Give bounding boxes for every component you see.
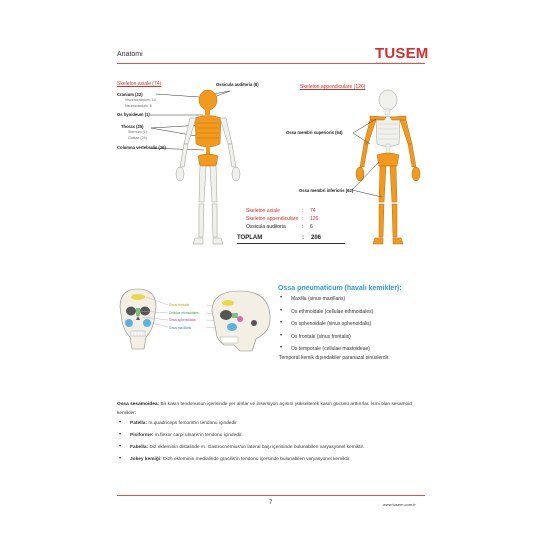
skeleton-appendiculare-heading: Skeleton appendiculare (126) (300, 84, 366, 90)
sinus-sphenoidalis-label: Sinus sphenoidalis (169, 318, 196, 322)
neurocranium-label: Neurocranium: 8 (125, 104, 152, 108)
stats-value: 74 (310, 208, 316, 214)
temporal-note: Temporal kemik dışındakiler paranazal sinüslerdir. (279, 355, 390, 361)
skull-lateral-view (212, 291, 270, 351)
item-term: Fabella: (130, 445, 149, 450)
viscerocranium-label: Viscerocranium: 14 (125, 98, 156, 102)
ossa-pneumatica-title: Ossa pneumaticum (havalı kemikler): (278, 285, 402, 292)
skull-sinus-illustration (116, 287, 276, 359)
stats-label: Skeleton axiale (246, 208, 280, 214)
list-item: • Maxilla (sinus maxillaris) (280, 296, 373, 309)
columna-label: Columna vertebralis (26) (117, 145, 166, 150)
appendicular-skeleton-figure (352, 90, 420, 244)
stats-label: Ossicula auditoria (246, 224, 286, 230)
page-number: 7 (269, 500, 273, 506)
list-item (117, 457, 364, 469)
list-item: • Os sphenoidale (sinus sphenoidalis) (280, 321, 373, 334)
stats-value: 6 (310, 224, 313, 230)
total-colon: : (302, 235, 304, 241)
cellulae-ethmoidales-label: Cellulae ethmoidales (169, 311, 199, 315)
sesamoidea-term: Ossa sesamoidea: (117, 402, 160, 407)
membri-superioris-label: Ossa membri superioris (64) (286, 130, 343, 135)
stats-value: 126 (310, 216, 319, 222)
sternum-label: Sternum (1) (128, 130, 147, 134)
item-text: Diz ekleminin distalinde m. Gastrocnemius'un lateral başı içerisinde bulunabilen varyasyonel kemiktir. (148, 445, 365, 450)
list-item: • Os ethmoidale (cellulae ethmoidales) (280, 309, 373, 322)
footer-divider (117, 495, 425, 496)
total-divider (237, 243, 345, 244)
item-text: m.flexor carpi ulnaris'in tendonu içindedir. (153, 433, 243, 438)
cranium-label: Cranium (22) (117, 92, 143, 97)
stats-colon: : (302, 208, 304, 214)
header-divider (117, 63, 425, 64)
footer-website: www.tusem.com.tr (383, 502, 416, 507)
bone-count-table (246, 208, 336, 232)
sesamoidea-intro (117, 401, 429, 418)
skull-front-view (120, 289, 156, 349)
stats-colon: : (302, 224, 304, 230)
sesamoidea-definition: Bir kasın tendonunun içerisinde yer alırlar ve insersiyon açısını yükselterek kasın gücünü arttırırlar. İsmi olan sesamoid kemikler: (117, 402, 412, 416)
sinus-maxillaris-label: Sinus maxillaris (169, 326, 192, 330)
list-item (117, 421, 364, 433)
stats-row-ossicula (246, 224, 336, 232)
ossicula-label: Ossicula auditoria (6) (216, 82, 259, 87)
total-value: 206 (311, 235, 322, 241)
membri-inferioris-label: Ossa membri inferioris (62) (299, 188, 354, 193)
os-hyoideum-label: Os hyoideum (1) (117, 112, 150, 117)
stats-label: Skeleton appendiculare (246, 216, 299, 222)
item-term: Pisiforme: (130, 433, 154, 438)
axial-skeleton-figure (176, 90, 240, 244)
skeleton-axiale-heading: Skeleton axiale (74) (117, 81, 162, 87)
ossa-pneumatica-list (280, 296, 373, 359)
list-item: • Os temporale (cellulae mastoideae) (280, 346, 373, 359)
list-item: • Os frontale (sinus frontalis) (280, 334, 373, 347)
item-text: m.quadriceps femoris'in tendonu içindedir (147, 421, 237, 426)
costae-label: Costae (24) (128, 136, 147, 140)
item-term: Jokey kemiği: (130, 457, 162, 462)
list-item (117, 433, 364, 445)
sesamoid-list (117, 421, 364, 469)
sinus-frontalis-label: Sinus frontalis (169, 303, 190, 307)
chapter-title: Anatomi (117, 51, 143, 58)
item-text: Dizh ekleminin medialinde gracilis'in tendonu içersinde bulunabilen varyasyonel kemiktir. (161, 457, 351, 462)
item-term: Patella: (130, 421, 148, 426)
brand-logo: TUSEM (375, 45, 429, 62)
stats-colon: : (302, 216, 304, 222)
thorax-label: Thorax (25) (121, 124, 144, 129)
stats-row-appendiculare (246, 216, 336, 224)
stats-row-axiale (246, 208, 336, 216)
total-label: TOPLAM (237, 235, 263, 241)
list-item (117, 445, 364, 457)
